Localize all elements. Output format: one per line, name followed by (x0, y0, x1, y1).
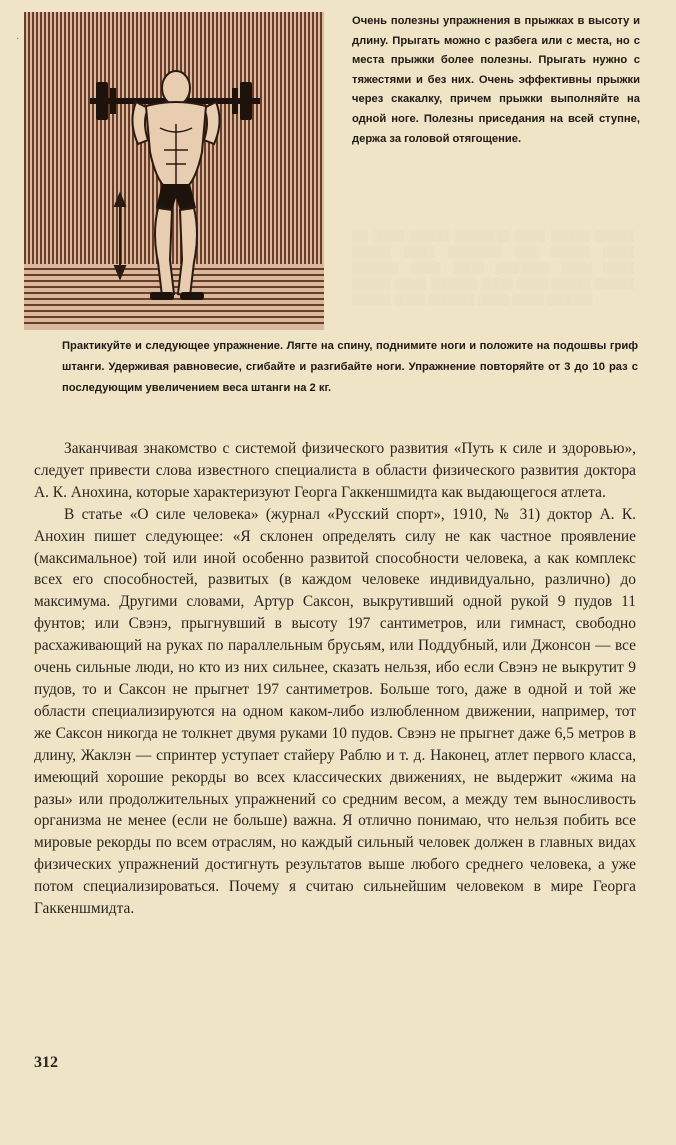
margin-mark: · (16, 33, 20, 44)
page-number: 312 (34, 1054, 58, 1071)
athlete-engraving (24, 12, 324, 330)
movement-arrow (115, 194, 125, 278)
side-caption: Очень полезны упражнения в прыжках в высоту и длину. Прыгать можно с разбега или с места, но с места прыжки более полезны. Прыгать нужно с тяжестями и без них. Очень эффективны прыжки через скакалку, причем прыжки выполняйте на одной ноге. Полезны приседания на всей ступне, держа за головой отягощение. (352, 15, 640, 145)
bottom-caption: Практикуйте и следующее упражнение. Лягте на спину, поднимите ноги и положите на подошвы гриф штанги. Удерживая равновесие, сгибайте и разгибайте ноги. Упражнение повторяйте от 3 до 10 раз с последующим увеличением веса штанги на 2 кг. (62, 340, 638, 395)
illustration-athlete-with-barbell (24, 12, 324, 330)
paragraph-anokhin-quote: В статье «О силе человека» (журнал «Русский спорт», 1910, № 31) доктор А. К. Анохин пишет следующее: «Я склонен определять силу не как частное проявление (максимальное) той или иной особенно развитой способности человека, а как комплекс всех его способностей, развитых (в каждом человеке индивидуально, различно) до максимума. Другими словами, Артур Саксон, выкрутивший одной рукой 9 пудов 11 фунтов; или Свэнэ, прыгнувший в высоту 197 сантиметров, или гимнаст, свободно расхаживающий на руках по параллельным брусьям, или Поддубный, или Джонсон — все очень сильные люди, но кто из них сильнее, сказать нельзя, ибо если Свэнэ не выкрутит 9 пудов, то и Саксон не прыгнет 197 сантиметров. Больше того, даже в одной и той же области специализируются на одном каком-либо излюбленном движении, например, тот же Саксон никогда не толкнет двумя руками 10 пудов. Свэнэ не прыгнет даже 6,5 метров в длину, Жаклэн — спринтер уступает стайеру Раблю и т. д. Наконец, атлет первого класса, имеющий хорошие рекорды во всех классических движениях, не выдержит «жима на разы» или продолжительных упражнений со средним весом, а между тем выносливость организма не менее (если не больше) важна. Я отлично понимаю, что нельзя побить все мировые рекорды по всем отраслям, но каждый сильный человек должен в главных видах физических упражнений достигнуть результатов выше любого среднего человека, а уже потом специализироваться. Почему я считаю сильнейшим человеком в мире Георга Гаккеншмидта. (34, 505, 636, 918)
paragraph-intro: Заканчивая знакомство с системой физического развития «Путь к силе и здоровью», следует привести слова известного специалиста в области физического развития доктора А. К. Анохина, которые характеризуют Георга Гаккеншмидта как выдающегося атлета. (34, 440, 636, 501)
main-text (34, 438, 636, 920)
bleed-through-text: ░░ ░░░░ ░░░░░ ░░░░░░░ ░░░░ ░░░░░ ░░░░░ ░░░░░ ░░░░ ░░░░░░░ ░░░ ░░░░░ ░░░░ ░░░░░░ ░░░░ ░░░░ ░░░░░░░ ░░░░ ░░░░ ░░░░░ ░░░░ ░░░░░░ ░░░░ ░░░░ ░░░░░ ░░░░░ ░░░░░ ░░░░ ░░░░░░ ░░░░ ░░░░ ░░░░░░ (352, 230, 634, 306)
